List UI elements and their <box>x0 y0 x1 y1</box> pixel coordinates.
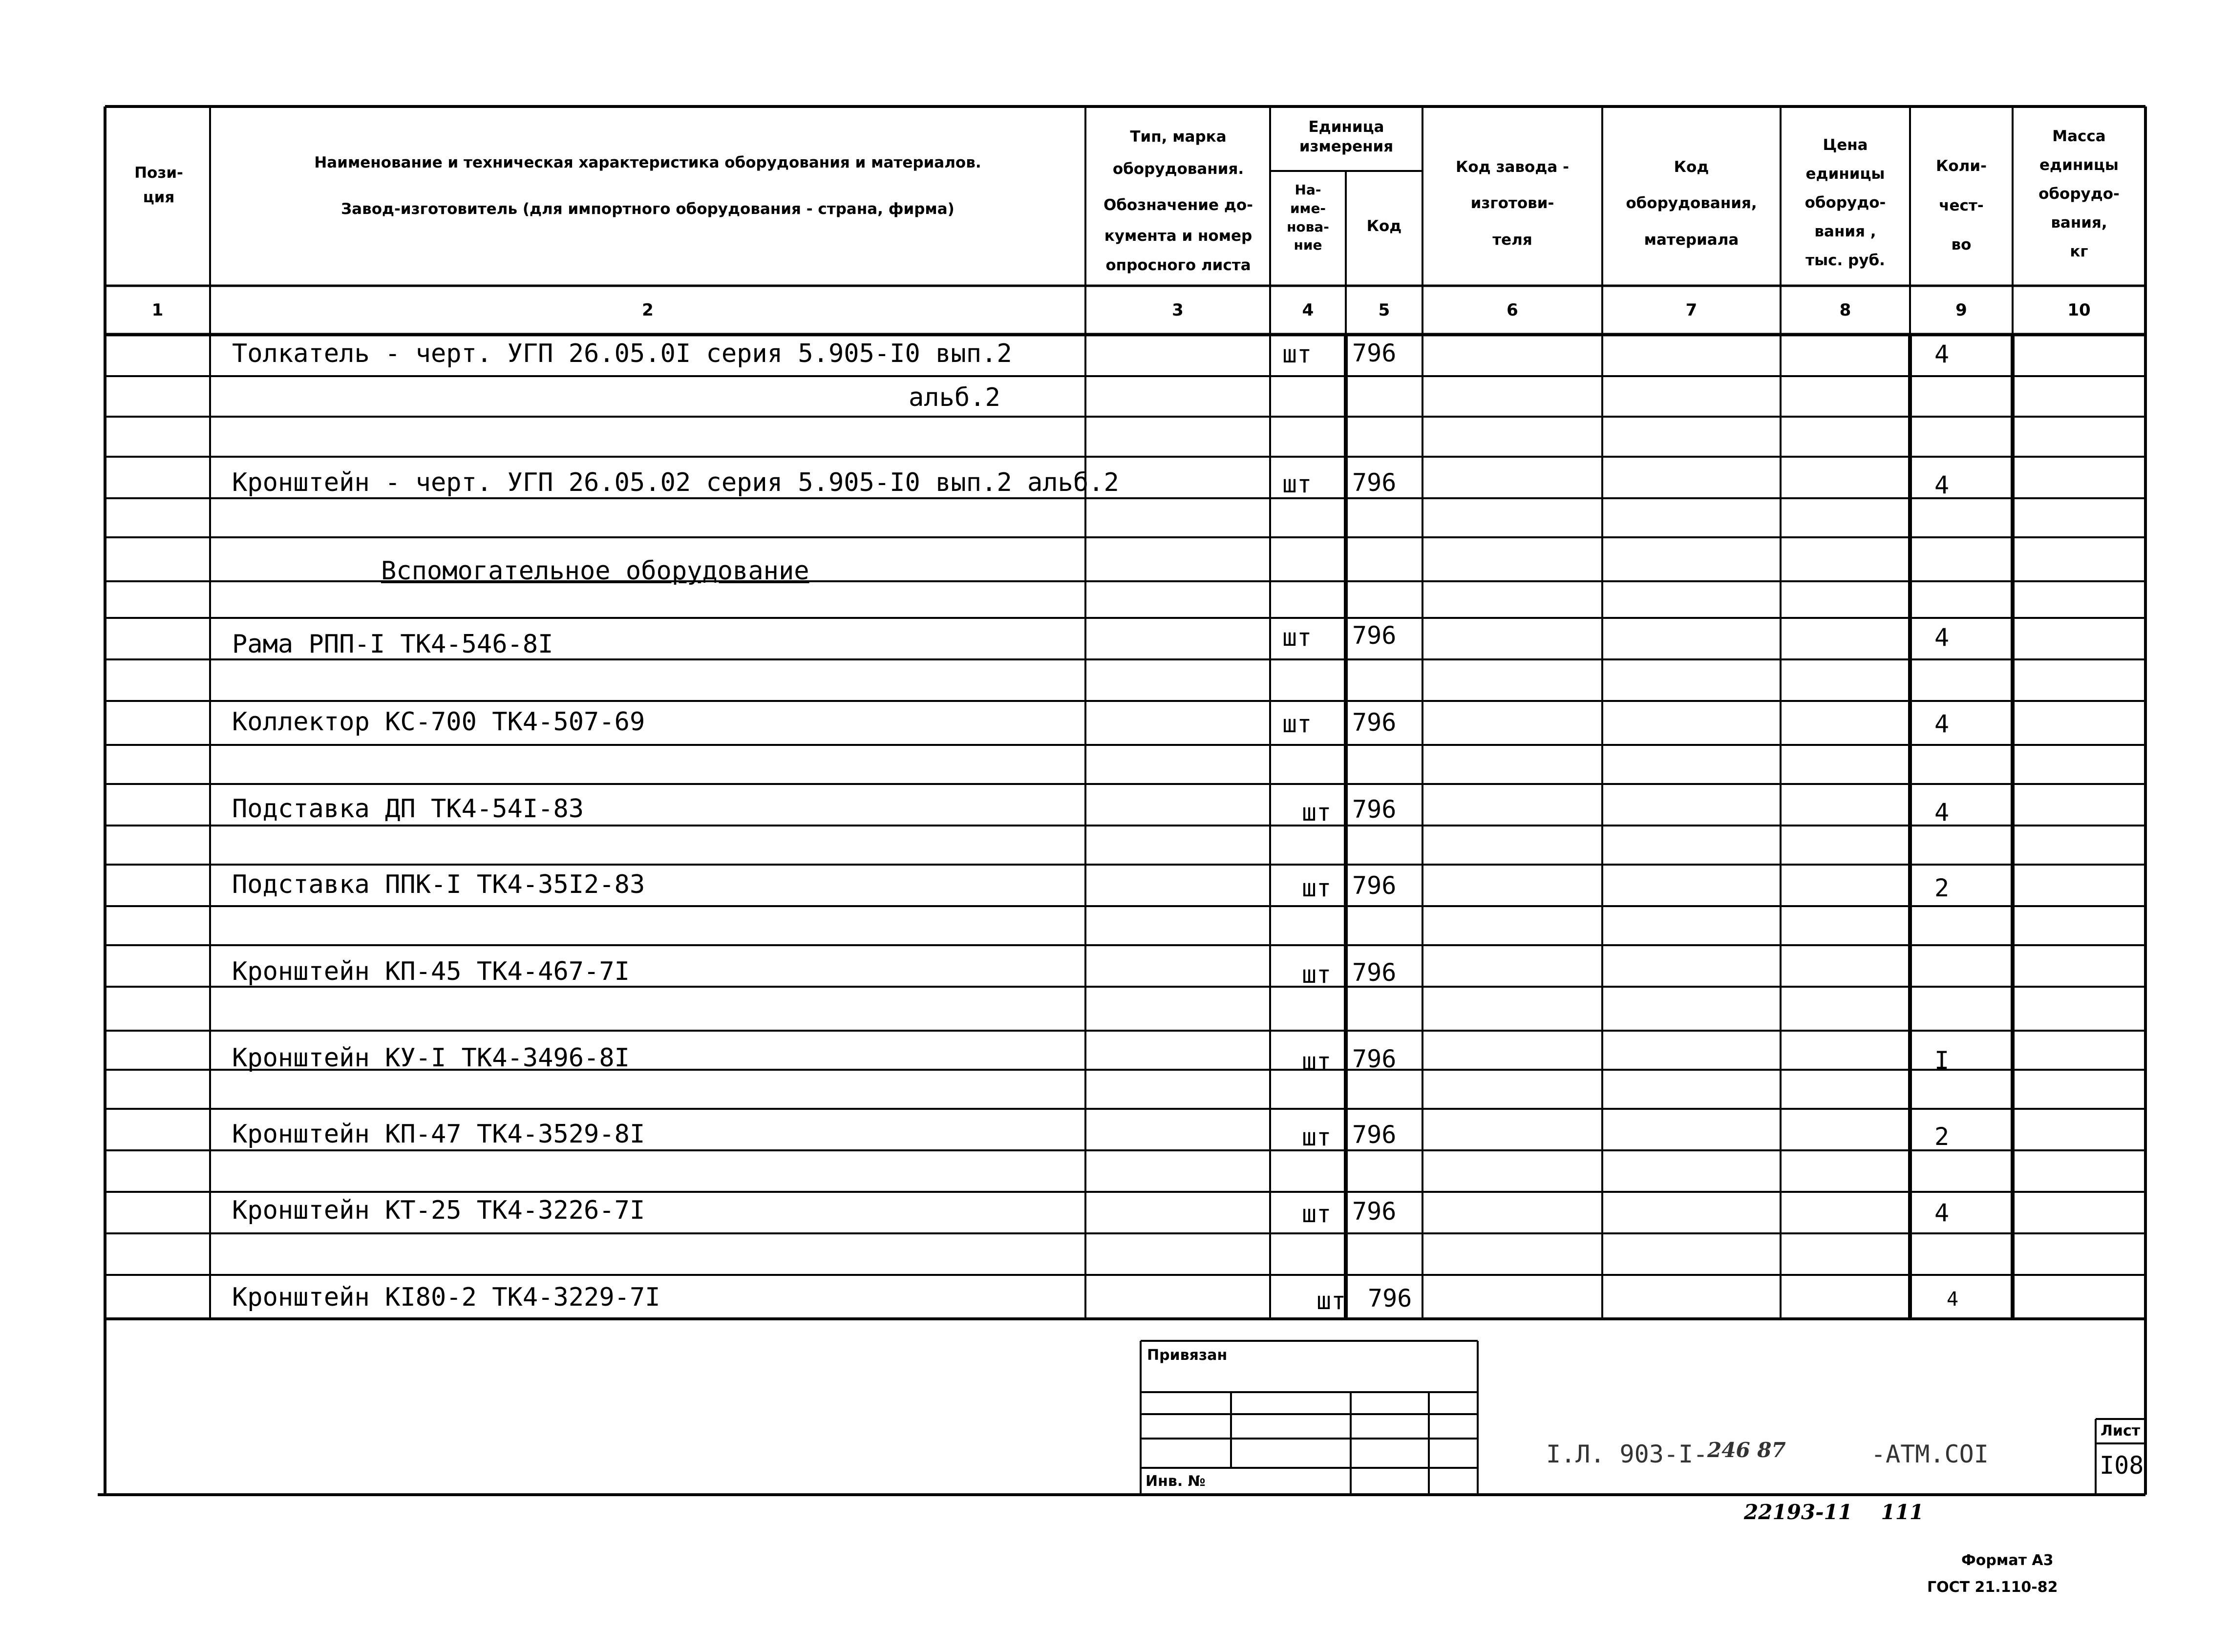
row-1-unit: шт <box>1282 340 1312 368</box>
handwritten-number: 22193-11 111 <box>1744 1500 1924 1524</box>
row-1-name: Толкатель - черт. УГП 26.05.0I серия 5.905-I0 вып.2 <box>232 339 1012 368</box>
row-7-name: Подставка ППК-I ТК4-35I2-83 <box>232 870 645 899</box>
row-4-name: Рама РПП-I ТК4-546-8I <box>232 630 553 659</box>
row-11-qty: 4 <box>1934 1199 1950 1227</box>
row-6-name: Подставка ДП ТК4-54I-83 <box>232 794 584 824</box>
row-5-unit: шт <box>1282 710 1312 738</box>
header-type-line3: Обозначение до- <box>1103 196 1253 214</box>
row-7-unit: шт <box>1302 874 1332 902</box>
header-price: Цена единицы оборудо- вания , тыс. руб. <box>1804 136 1886 269</box>
column-number-4: 4 <box>1302 300 1314 320</box>
header-name-line2: Завод-изготовитель (для импортного оборудования - страна, фирма) <box>341 200 955 218</box>
row-5-name: Коллектор КС-700 ТК4-507-69 <box>232 707 645 737</box>
document-code-suffix: -АТМ.COI <box>1871 1440 1989 1468</box>
row-8-unit: шт <box>1302 960 1332 989</box>
row-8-code: 796 <box>1352 958 1397 987</box>
header-type-line4: кумента и номер <box>1104 227 1252 245</box>
header-mass: Масса единицы оборудо- вания, кг <box>2038 127 2120 260</box>
row-9-qty: I <box>1934 1046 1950 1075</box>
sheet-number: I08 <box>2100 1451 2144 1480</box>
row-10-name: Кронштейн КП-47 ТК4-3529-8I <box>232 1120 645 1149</box>
row-4-unit: шт <box>1282 623 1312 652</box>
header-factory-code: Код завода - изготови- теля <box>1456 158 1569 249</box>
row-5-qty: 4 <box>1934 710 1950 738</box>
format-label: Формат А3 <box>1961 1552 2054 1569</box>
header-unit-name: На- име- нова- ние <box>1287 182 1329 254</box>
row-1-continuation: альб.2 <box>909 383 1000 412</box>
document-code-prefix: I.Л. 903-I- <box>1546 1440 1708 1468</box>
column-number-1: 1 <box>151 300 164 320</box>
header-position: Пози- ция <box>134 164 183 206</box>
row-11-code: 796 <box>1352 1197 1397 1226</box>
row-9-name: Кронштейн КУ-I ТК4-3496-8I <box>232 1043 630 1073</box>
row-7-code: 796 <box>1352 871 1397 900</box>
document-code-handwritten: 246 87 <box>1707 1438 1786 1462</box>
header-name-line1: Наименование и техническая характеристика оборудования и материалов. <box>314 154 981 171</box>
header-quantity: Коли- чест- во <box>1936 157 1987 254</box>
row-2-name: Кронштейн - черт. УГП 26.05.02 серия 5.905-I0 вып.2 альб.2 <box>232 468 1119 497</box>
header-type-line2: оборудования. <box>1112 160 1244 178</box>
row-9-unit: шт <box>1302 1047 1332 1076</box>
row-10-unit: шт <box>1302 1123 1332 1151</box>
row-6-qty: 4 <box>1934 798 1950 826</box>
row-10-code: 796 <box>1352 1121 1397 1149</box>
row-6-code: 796 <box>1352 795 1397 824</box>
header-type-line5: опросного листа <box>1105 256 1251 274</box>
row-6-unit: шт <box>1302 798 1332 826</box>
row-4-qty: 4 <box>1934 623 1950 652</box>
row-11-name: Кронштейн КТ-25 ТК4-3226-7I <box>232 1196 645 1225</box>
sheet-label: Лист <box>2101 1422 2141 1440</box>
column-number-6: 6 <box>1507 300 1518 320</box>
section-heading: Вспомогательное оборудование <box>381 556 809 586</box>
stamp-bound-label: Привязан <box>1147 1347 1228 1364</box>
gost-label: ГОСТ 21.110-82 <box>1927 1579 2058 1596</box>
row-2-unit: шт <box>1282 470 1312 498</box>
column-number-8: 8 <box>1839 300 1851 320</box>
stamp-inventory-label: Инв. № <box>1146 1473 1206 1490</box>
row-1-code: 796 <box>1352 339 1397 367</box>
row-2-code: 796 <box>1352 468 1397 497</box>
row-12-unit: шт <box>1316 1287 1346 1315</box>
row-9-code: 796 <box>1352 1045 1397 1073</box>
row-5-code: 796 <box>1352 708 1397 737</box>
column-number-2: 2 <box>642 300 654 320</box>
column-number-7: 7 <box>1685 300 1698 320</box>
row-12-code: 796 <box>1368 1284 1412 1313</box>
header-unit-code: Код <box>1366 217 1402 235</box>
row-7-qty: 2 <box>1934 874 1950 902</box>
header-unit: Единица измерения <box>1299 118 1394 156</box>
row-11-unit: шт <box>1302 1200 1332 1228</box>
column-number-3: 3 <box>1172 300 1184 320</box>
column-number-10: 10 <box>2067 300 2091 320</box>
row-4-code: 796 <box>1352 621 1397 650</box>
row-10-qty: 2 <box>1934 1123 1950 1151</box>
row-12-qty: 4 <box>1947 1288 1959 1311</box>
column-number-5: 5 <box>1378 300 1390 320</box>
row-8-name: Кронштейн КП-45 ТК4-467-7I <box>232 957 630 986</box>
row-12-name: Кронштейн КI80-2 ТК4-3229-7I <box>232 1283 660 1312</box>
row-1-qty: 4 <box>1934 340 1950 368</box>
header-equipment-code: Код оборудования, материала <box>1626 158 1757 249</box>
column-number-9: 9 <box>1955 300 1967 320</box>
header-type-line1: Тип, марка <box>1130 128 1227 146</box>
row-2-qty: 4 <box>1934 471 1950 499</box>
